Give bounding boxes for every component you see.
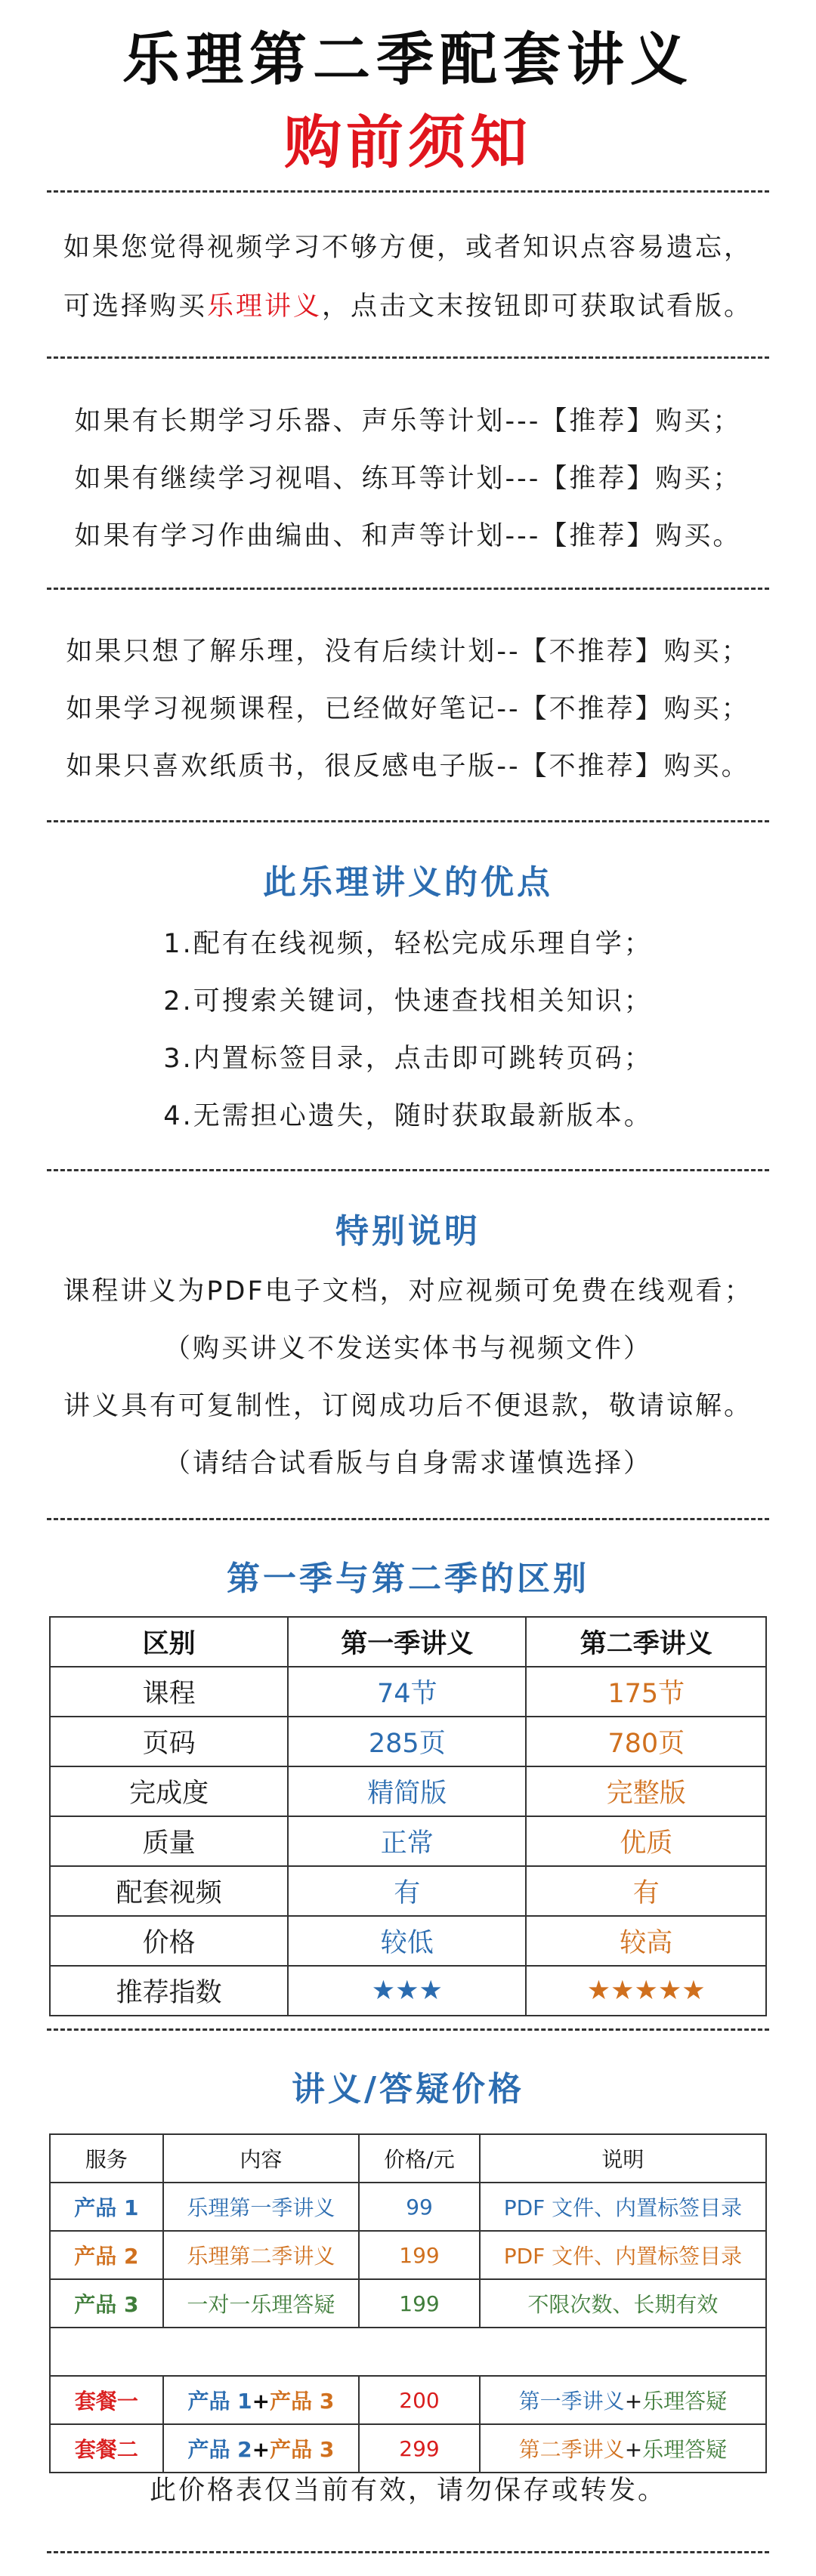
bundle-desc-b: 乐理答疑 (642, 2389, 728, 2414)
bundle-item-b: 产品 3 (270, 2437, 335, 2462)
note-item: （请结合试看版与自身需求谨慎选择） (163, 1448, 652, 1479)
bundle-price: 299 (359, 2424, 480, 2473)
table-row (50, 2424, 766, 2473)
intro-line-1: 如果您觉得视频学习不够方便，或者知识点容易遗忘， (63, 233, 753, 263)
comparison-table (49, 1616, 767, 2016)
intro-line-2 (0, 285, 816, 323)
plus-sign: + (252, 2437, 270, 2462)
season2-value: 完整版 (526, 1766, 766, 1816)
table-header-cell: 价格/元 (359, 2134, 480, 2183)
not-recommend-line: 如果学习视频课程，已经做好笔记--【不推荐】购买； (66, 694, 750, 724)
divider (47, 1518, 769, 1520)
plus-sign: + (624, 2389, 643, 2414)
product-desc: 不限次数、长期有效 (480, 2279, 766, 2328)
product-content: 一对一乐理答疑 (163, 2279, 359, 2328)
comparison-title: 第一季与第二季的区别 (227, 1559, 589, 1598)
season1-value: 285页 (288, 1717, 526, 1766)
row-label: 配套视频 (50, 1866, 288, 1916)
page-subtitle: 购前须知 (284, 109, 532, 176)
bundle-item-b: 产品 3 (270, 2389, 335, 2414)
table-header-cell: 说明 (480, 2134, 766, 2183)
product-name: 产品 3 (50, 2279, 163, 2328)
table-row (50, 1916, 766, 1966)
bundle-content (163, 2376, 359, 2424)
note-item: （购买讲义不发送实体书与视频文件） (163, 1334, 652, 1364)
bundle-name: 套餐二 (50, 2424, 163, 2473)
product-price: 199 (359, 2231, 480, 2279)
table-row (50, 2279, 766, 2328)
row-label: 推荐指数 (50, 1966, 288, 2016)
table-header-cell: 第二季讲义 (526, 1617, 766, 1667)
season2-value: 优质 (526, 1816, 766, 1866)
season2-value: 较高 (526, 1916, 766, 1966)
bundle-content (163, 2424, 359, 2473)
bundle-desc-b: 乐理答疑 (642, 2437, 728, 2462)
intro-highlight: 乐理讲义 (206, 292, 322, 322)
divider (47, 356, 769, 359)
divider (47, 190, 769, 193)
recommend-line: 如果有继续学习视唱、练耳等计划---【推荐】购买； (74, 464, 742, 494)
table-row (50, 2376, 766, 2424)
row-label: 页码 (50, 1717, 288, 1766)
row-label: 课程 (50, 1667, 288, 1717)
recommend-line: 如果有学习作曲编曲、和声等计划---【推荐】购买。 (74, 521, 742, 551)
table-row (50, 1866, 766, 1916)
bundle-item-a: 产品 2 (187, 2437, 252, 2462)
table-header-cell: 第一季讲义 (288, 1617, 526, 1667)
season2-rating-stars: ★★★★★ (526, 1966, 766, 2016)
page-title: 乐理第二季配套讲义 (122, 26, 694, 93)
table-row (50, 2231, 766, 2279)
row-label: 完成度 (50, 1766, 288, 1816)
advantage-item: 3.内置标签目录，点击即可跳转页码； (163, 1044, 653, 1074)
product-desc: PDF 文件、内置标签目录 (480, 2183, 766, 2231)
divider (47, 1169, 769, 1171)
bundle-item-a: 产品 1 (187, 2389, 252, 2414)
plus-sign: + (624, 2437, 643, 2462)
divider (47, 2551, 769, 2553)
season2-value: 780页 (526, 1717, 766, 1766)
not-recommend-line: 如果只喜欢纸质书，很反感电子版--【不推荐】购买。 (66, 751, 750, 782)
intro-line-2-pre: 可选择购买 (63, 292, 207, 322)
pricing-footer: 此价格表仅当前有效，请勿保存或转发。 (149, 2476, 666, 2506)
product-name: 产品 1 (50, 2183, 163, 2231)
advantage-item: 1.配有在线视频，轻松完成乐理自学； (163, 929, 653, 959)
table-spacer-row (50, 2328, 766, 2376)
bundle-desc (480, 2376, 766, 2424)
product-content: 乐理第二季讲义 (163, 2231, 359, 2279)
divider (47, 820, 769, 822)
table-header-cell: 服务 (50, 2134, 163, 2183)
season1-value: 较低 (288, 1916, 526, 1966)
season1-value: 74节 (288, 1667, 526, 1717)
empty-cell (50, 2328, 766, 2376)
table-row (50, 1966, 766, 2016)
season2-value: 175节 (526, 1667, 766, 1717)
row-label: 质量 (50, 1816, 288, 1866)
season1-value: 精简版 (288, 1766, 526, 1816)
table-header-cell: 内容 (163, 2134, 359, 2183)
product-price: 99 (359, 2183, 480, 2231)
notes-title: 特别说明 (335, 1212, 481, 1251)
bundle-desc (480, 2424, 766, 2473)
intro-line-2-post: ，点击文末按钮即可获取试看版。 (322, 292, 753, 322)
table-row (50, 1766, 766, 1816)
divider (47, 588, 769, 590)
season1-value: 正常 (288, 1816, 526, 1866)
season1-rating-stars: ★★★ (288, 1966, 526, 2016)
row-label: 价格 (50, 1916, 288, 1966)
recommend-line: 如果有长期学习乐器、声乐等计划---【推荐】购买； (74, 406, 742, 437)
table-row (50, 1816, 766, 1866)
season1-value: 有 (288, 1866, 526, 1916)
divider (47, 2028, 769, 2031)
product-name: 产品 2 (50, 2231, 163, 2279)
product-price: 199 (359, 2279, 480, 2328)
note-item: 课程讲义为PDF电子文档，对应视频可免费在线观看； (63, 1276, 753, 1307)
pricing-table (49, 2133, 767, 2473)
not-recommend-line: 如果只想了解乐理，没有后续计划--【不推荐】购买； (66, 637, 750, 667)
season2-value: 有 (526, 1866, 766, 1916)
advantages-title: 此乐理讲义的优点 (263, 863, 553, 902)
bundle-desc-a: 第一季讲义 (518, 2389, 625, 2414)
advantage-item: 4.无需担心遗失，随时获取最新版本。 (163, 1101, 653, 1131)
note-item: 讲义具有可复制性，订阅成功后不便退款，敬请谅解。 (63, 1391, 753, 1421)
product-desc: PDF 文件、内置标签目录 (480, 2231, 766, 2279)
advantage-item: 2.可搜索关键词，快速查找相关知识； (163, 986, 653, 1017)
product-content: 乐理第一季讲义 (163, 2183, 359, 2231)
bundle-desc-a: 第二季讲义 (518, 2437, 625, 2462)
table-row (50, 1667, 766, 1717)
bundle-name: 套餐一 (50, 2376, 163, 2424)
pricing-title: 讲义/答疑价格 (291, 2070, 525, 2109)
table-header-row (50, 1617, 766, 1667)
table-header-row (50, 2134, 766, 2183)
table-row (50, 1717, 766, 1766)
table-row (50, 2183, 766, 2231)
bundle-price: 200 (359, 2376, 480, 2424)
table-header-cell: 区别 (50, 1617, 288, 1667)
plus-sign: + (252, 2389, 270, 2414)
